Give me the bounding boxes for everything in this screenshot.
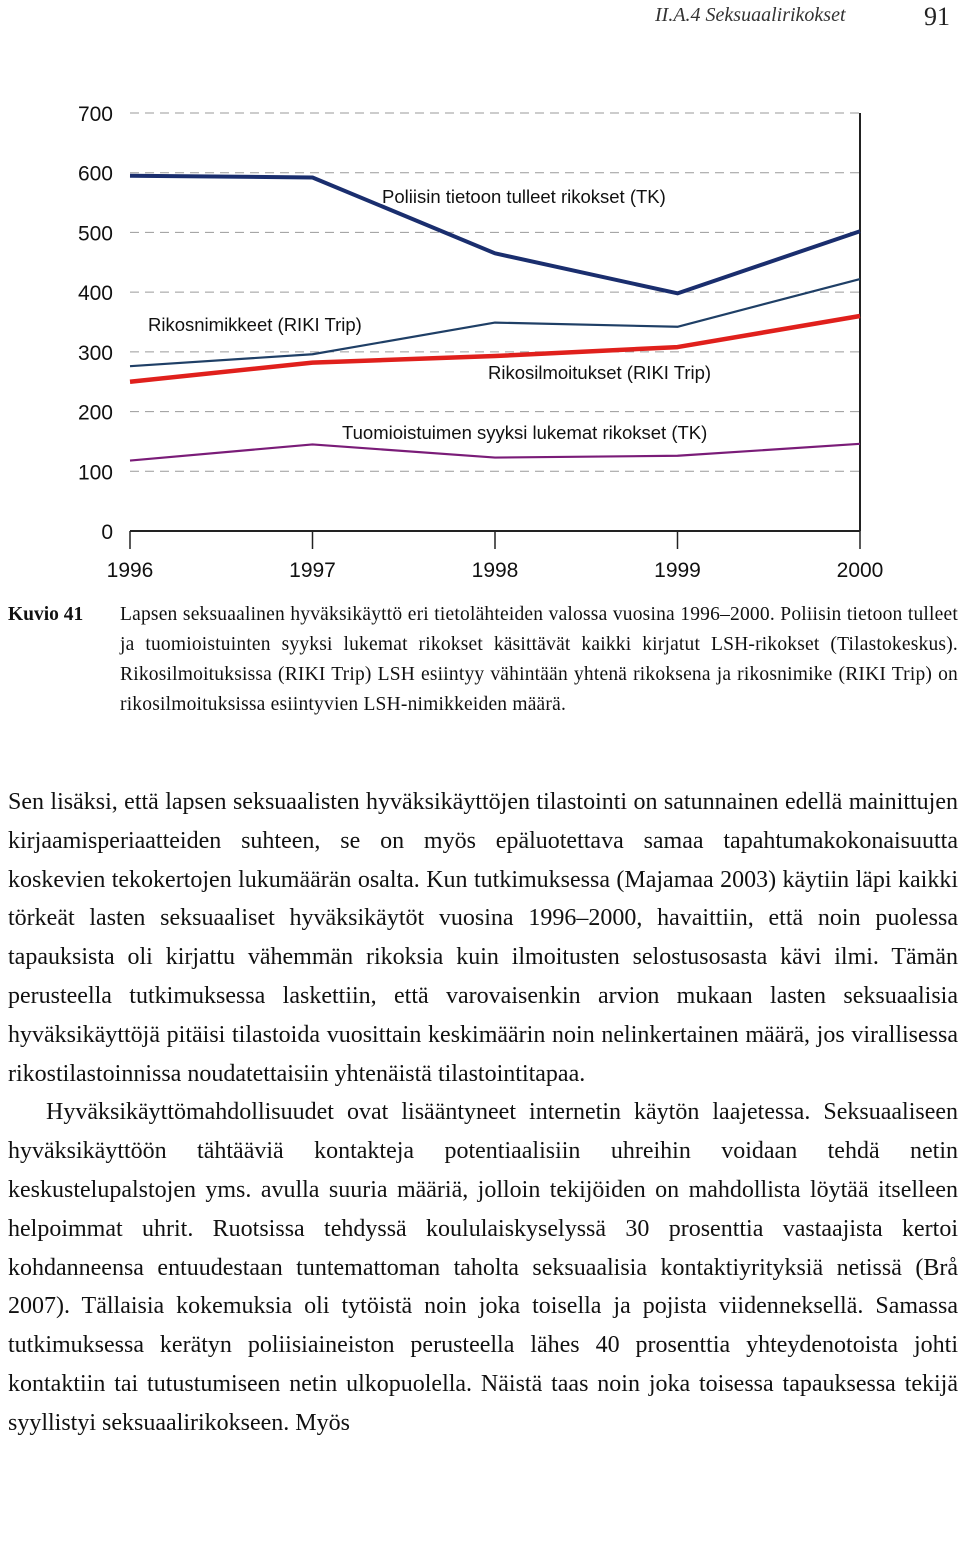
series-annotation-label: Rikosnimikkeet (RIKI Trip)	[148, 314, 362, 335]
y-tick-label: 700	[77, 103, 113, 126]
paragraph: Sen lisäksi, että lapsen seksuaalisten hyväksikäyttöjen tilastointi on satunnainen edellä mainittujen kirjaamisperiaatteiden suhteen, se on myös epäluotettava samaa tapahtumakokonaisuutta koskevien tekokertojen lukumäärän osalta. Kun tutkimuksessa (Majamaa 2003) käytiin läpi kaikki törkeät lasten seksuaaliset hyväksikäytöt vuosina 1996–2000, havaittiin, että noin puolessa tapauksista oli kirjattu vähemmän rikoksia kuin ilmoitusten selostusosasta kävi ilmi. Tämän perusteella tutkimuksessa laskettiin, että varovaisenkin arvion mukaan lasten seksuaalisia hyväksikäyttöjä pitäisi tilastoida vuosittain keskimäärin noin nelinkertainen määrä, jos virallisessa rikostilastoinnissa noudatettaisiin yhtenäistä tilastointitapaa.	[8, 789, 958, 1087]
x-tick-label: 1999	[654, 559, 701, 582]
x-tick-label: 1996	[106, 559, 154, 582]
caption-text: Lapsen seksuaalinen hyväksikäyttö eri tietolähteiden valossa vuosina 1996–2000. Poliisin tietoon tulleet ja tuomioistuinten syyksi lukemat rikokset käsittävät kaikki kirjatut LSH-rikokset (Tilastokeskus). Rikosilmoituksissa (RIKI Trip) LSH esiintyy vähintään yhtenä rikoksena ja rikosnimike (RIKI Trip) on rikosilmoituksissa esiintyvien LSH-nimikkeiden määrä.	[120, 604, 958, 715]
figure-caption	[8, 600, 958, 720]
page-number: 91	[924, 2, 950, 31]
series-annotation-label: Rikosilmoitukset (RIKI Trip)	[488, 362, 712, 383]
chart-gridlines	[130, 113, 860, 471]
series-annotation-label: Poliisin tietoon tulleet rikokset (TK)	[382, 186, 666, 207]
x-tick-label: 2000	[836, 559, 884, 582]
y-tick-label: 300	[77, 341, 113, 365]
y-axis-ticks	[78, 103, 113, 544]
x-tick-label: 1998	[471, 559, 519, 582]
series-annotation-label: Tuomioistuimen syyksi lukemat rikokset (TK)	[342, 422, 708, 443]
line-chart	[0, 90, 960, 590]
x-tick-label: 1997	[289, 559, 336, 582]
y-tick-label: 200	[77, 401, 113, 425]
y-tick-label: 100	[77, 461, 113, 485]
y-tick-label: 0	[101, 521, 113, 544]
y-tick-label: 500	[77, 222, 113, 246]
figure-label: Kuvio 41	[8, 604, 84, 625]
y-tick-label: 400	[77, 282, 113, 306]
running-header-section: II.A.4 Seksuaalirikokset	[655, 4, 846, 26]
x-axis-ticks	[107, 531, 884, 582]
y-tick-label: 600	[77, 162, 113, 186]
series-line	[130, 444, 860, 461]
paragraph: Hyväksikäyttömahdollisuudet ovat lisääntyneet internetin käytön laajetessa. Seksuaaliseen hyväksikäyttöön tähtääviä kontakteja potentiaalisiin uhreihin voidaan tehdä netin keskustelupalstojen yms. avulla suuria määriä, jolloin tekijöiden on mahdollista löytää itselleen helpoimmat uhrit. Ruotsissa tehdyssä koululaiskyselyssä 30 prosenttia vastaajista kertoi kohdanneensa entuudestaan tuntemattoman taholta seksuaalisia kontaktiyrityksiä netissä (Brå 2007). Tällaisia kokemuksia oli tytöistä noin joka toisella ja pojista viidenneksellä. Samassa tutkimuksessa kerätyn poliisiaineiston perusteella lähes 40 prosenttia yhteydenotoista johti kontaktiin tai tutustumiseen netin ulkopuolella. Näistä taas noin joka toisessa tapauksessa tekijä syyllistyi seksuaalirikokseen. Myös	[8, 1099, 958, 1436]
body-text	[8, 783, 958, 1443]
